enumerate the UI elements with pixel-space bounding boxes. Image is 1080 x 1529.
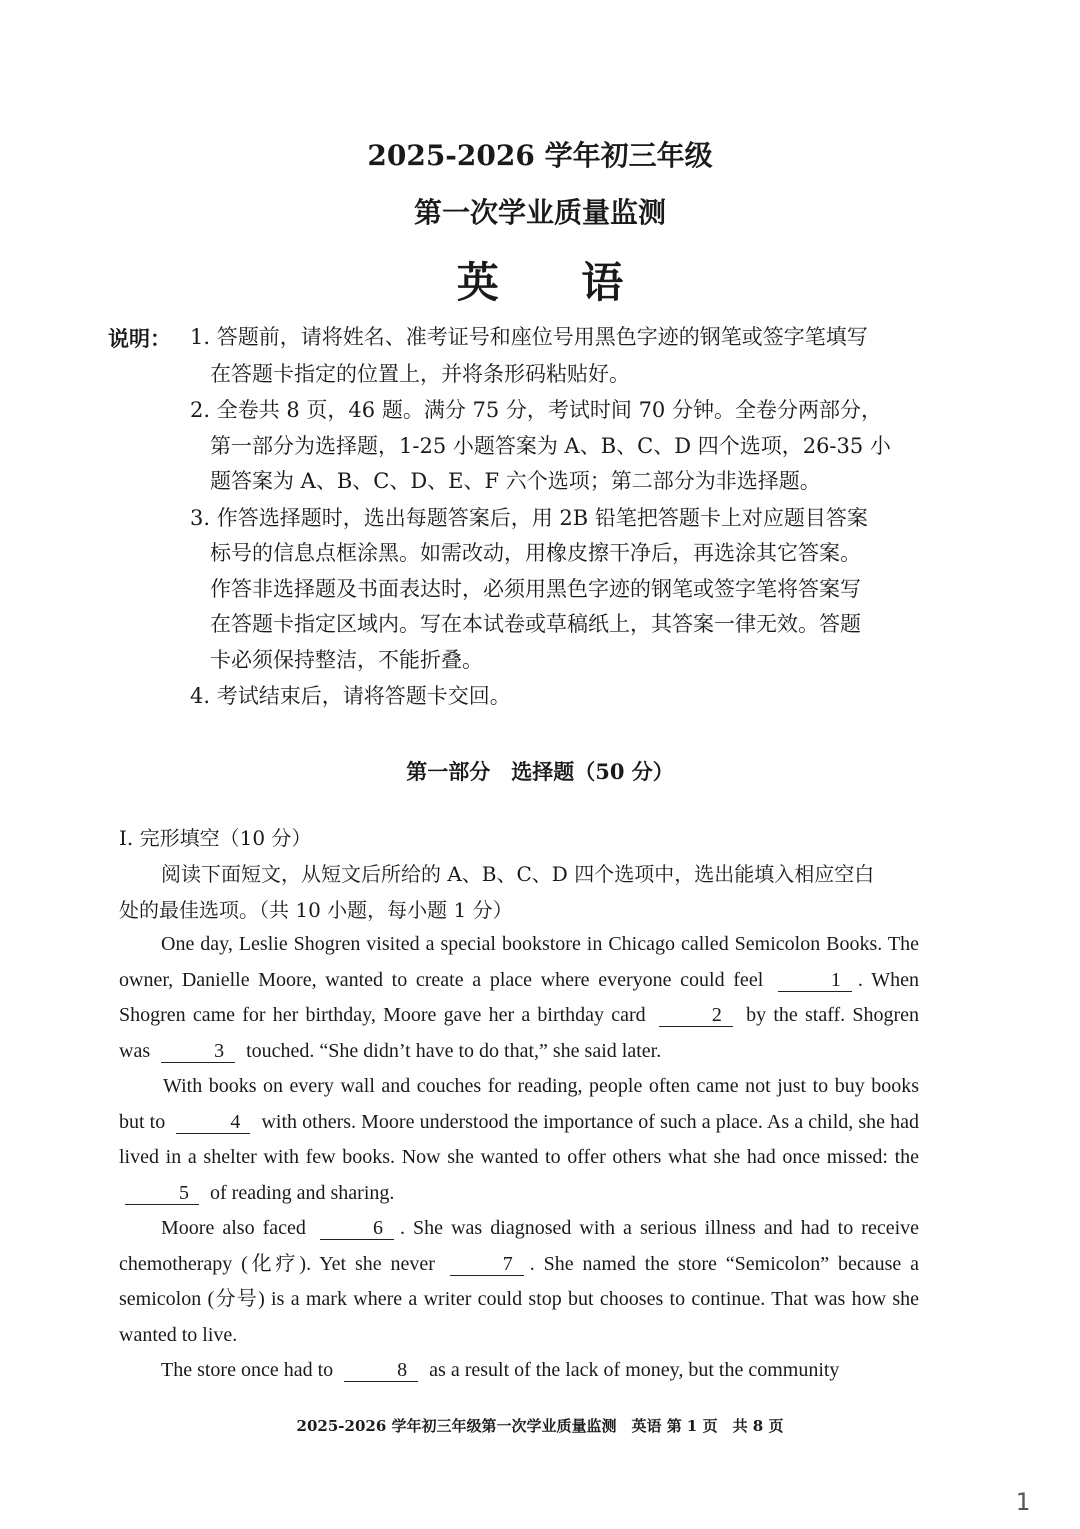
instruction-line: 4. 考试结束后，请将答题卡交回。 [190, 684, 511, 708]
passage-text: Moore also faced [161, 1217, 306, 1239]
passage-text: With books on every wall and couches for reading, people often came not just to buy books but to [119, 1075, 919, 1133]
passage-paragraph-3 [119, 1211, 919, 1353]
passage-text: The store once had to [161, 1359, 334, 1381]
directions-line: 处的最佳选项。（共 10 小题，每小题 1 分） [119, 898, 513, 922]
passage-text: of reading and sharing. [210, 1181, 395, 1204]
instruction-line: 2. 全卷共 8 页，46 题。满分 75 分，考试时间 70 分钟。全卷分两部分， [190, 398, 882, 422]
passage-paragraph-2 [119, 1069, 919, 1211]
cloze-blank-6: 6 [320, 1217, 394, 1240]
directions-line: 阅读下面短文，从短文后所给的 A、B、C、D 四个选项中，选出能填入相应空白 [161, 862, 875, 886]
subject-title: 英 语 [456, 258, 658, 307]
cloze-blank-7: 7 [450, 1253, 524, 1276]
instruction-line: 第一部分为选择题，1-25 小题答案为 A、B、C、D 四个选项，26-35 小 [210, 434, 891, 458]
part-title: I. 完形填空（10 分） [119, 826, 312, 850]
cloze-blank-2: 2 [659, 1004, 733, 1027]
passage-text: . She was diagnosed with a serious illness and had to receive chemotherapy (化疗). Yet she never [119, 1217, 920, 1275]
cloze-blank-4: 4 [176, 1111, 250, 1134]
cloze-blank-8: 8 [344, 1359, 418, 1382]
instruction-line: 3. 作答选择题时，选出每题答案后，用 2B 铅笔把答题卡上对应题目答案 [190, 506, 868, 530]
passage-paragraph-1 [119, 927, 919, 1069]
instructions-label: 说明： [108, 326, 171, 351]
instruction-line: 标号的信息点框涂黑。如需改动，用橡皮擦干净后，再选涂其它答案。 [210, 541, 861, 565]
passage-paragraph-4 [119, 1353, 919, 1389]
page-number: 1 [1015, 1488, 1030, 1516]
exam-title-name: 第一次学业质量监测 [413, 196, 666, 229]
passage-text: touched. “She didn’t have to do that,” she said later. [246, 1039, 662, 1062]
passage-text: . She named the store “Semicolon” because a semicolon (分号) is a mark where a writer could stop but chooses to continue. That was how she wanted to live. [119, 1252, 919, 1346]
passage-text: by the staff. Shogren was [119, 1004, 920, 1062]
passage-text: with others. Moore understood the importance of such a place. As a child, she had lived in a shelter with few books. Now she wanted to offer others what she had once missed: the [119, 1110, 920, 1168]
cloze-blank-3: 3 [161, 1040, 235, 1063]
instruction-line: 1. 答题前，请将姓名、准考证号和座位号用黑色字迹的钢笔或签字笔填写 [190, 325, 868, 349]
instruction-line: 作答非选择题及书面表达时，必须用黑色字迹的钢笔或签字笔将答案写 [210, 577, 861, 601]
instruction-line: 题答案为 A、B、C、D、E、F 六个选项；第二部分为非选择题。 [210, 469, 821, 493]
passage-text: One day, Leslie Shogren visited a special bookstore in Chicago called Semicolon Books. The owner, Danielle Moore, wanted to create a place where everyone could feel [119, 933, 919, 991]
passage-text: . When Shogren came for her birthday, Moore gave her a birthday card [119, 968, 919, 1026]
passage-text: as a result of the lack of money, but the community [429, 1359, 840, 1381]
exam-title-year: 2025-2026 学年初三年级 [367, 139, 713, 172]
instruction-line: 在答题卡指定区域内。写在本试卷或草稿纸上，其答案一律无效。答题 [210, 612, 861, 636]
page-footer: 2025-2026 学年初三年级第一次学业质量监测 英语 第 1 页 共 8 页 [296, 1417, 784, 1435]
cloze-blank-1: 1 [778, 969, 852, 992]
instruction-line: 在答题卡指定的位置上，并将条形码粘贴好。 [210, 362, 630, 386]
section-title: 第一部分 选择题（50 分） [406, 759, 674, 784]
cloze-blank-5: 5 [125, 1182, 199, 1205]
instruction-line: 卡必须保持整洁，不能折叠。 [210, 648, 483, 672]
